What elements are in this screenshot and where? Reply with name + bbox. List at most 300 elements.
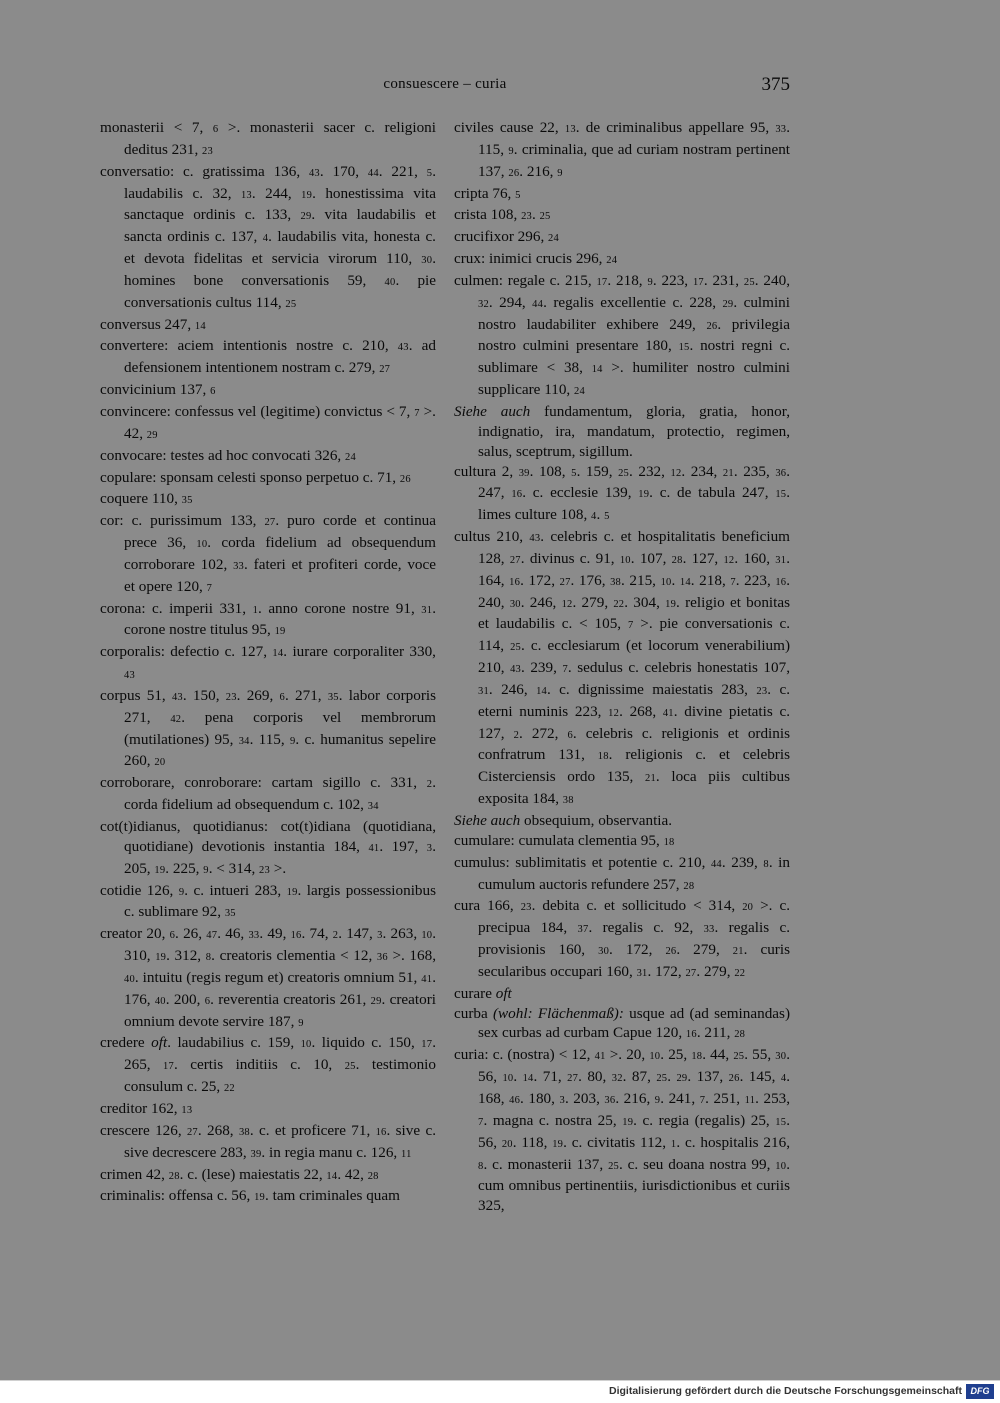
line-number: 43 (529, 533, 541, 545)
line-number: 16 (509, 576, 521, 588)
entry-text: . pie conversationis cultus 114, (124, 271, 436, 311)
entry-text: . 304, (624, 593, 666, 611)
line-number: 30 (598, 946, 610, 958)
line-number: 9 (654, 1094, 661, 1106)
entry-text: . regalis excellentie c. 228, (543, 293, 723, 311)
entry-text: . 268, (197, 1121, 239, 1139)
line-number: 7 (699, 1094, 706, 1106)
entry-text: . 246, (520, 593, 562, 611)
entry-text: . 241, (660, 1089, 700, 1107)
entry-text: . 225, (165, 859, 204, 877)
entry-text: . 46, (217, 925, 249, 943)
entry-text: . cum omnibus pertinentiis, iurisdictionibus et curiis 325, (478, 1155, 790, 1215)
entry-text: civiles cause 22, (454, 119, 565, 136)
line-number: 17 (596, 276, 608, 288)
line-number: 18 (663, 836, 675, 848)
index-entry (454, 205, 790, 227)
line-number: 7 (730, 576, 736, 588)
line-number: 14 (591, 364, 603, 376)
line-number: 31 (636, 967, 648, 979)
index-entry (100, 1121, 436, 1165)
line-number: 44 (532, 298, 544, 310)
line-number: 12 (561, 598, 573, 610)
entry-text: . laudabilis c. 32, (124, 162, 437, 202)
line-number: 28 (734, 1029, 746, 1041)
line-number: 19 (254, 1192, 265, 1204)
entry-text: . liquido c. 150, (311, 1034, 422, 1052)
entry-text: . 176, (124, 968, 436, 1008)
entry-text: . anno corone nostre 91, (258, 599, 422, 617)
line-number: 6 (212, 124, 219, 135)
line-number: 38 (562, 795, 574, 807)
entry-text: . magna c. nostra 25, (483, 1111, 623, 1129)
line-number: 41 (662, 707, 674, 719)
line-number: 30 (421, 255, 433, 267)
entry-text: >. (269, 859, 287, 877)
entry-text: . corda fidelium ad obsequendum corroborare 102, (124, 534, 436, 573)
entry-text: . c. intueri 283, (184, 881, 287, 899)
index-entry (454, 402, 790, 462)
entry-text: . 246, (488, 680, 537, 698)
line-number: 25 (285, 298, 297, 310)
line-number: 36 (775, 467, 787, 479)
line-number: 26 (728, 1073, 740, 1085)
entry-text: . < 314, (208, 859, 260, 877)
line-number: 34 (238, 735, 250, 747)
index-entry (100, 686, 436, 773)
entry-text: >. c. precipua 184, (478, 897, 791, 937)
entry-text: . (667, 1068, 677, 1086)
entry-text: curba (454, 1004, 493, 1022)
index-entry (100, 380, 436, 402)
line-number: 29 (722, 298, 734, 310)
entry-text: . c. dignissime maiestatis 283, (546, 680, 757, 698)
line-number: 27 (264, 517, 276, 529)
index-entry (454, 896, 790, 983)
left-column (100, 118, 436, 1208)
entry-text: cumulare: cumulata clementia 95, (454, 831, 664, 849)
line-number: 26 (665, 946, 677, 958)
entry-text: . laudabilius c. 159, (167, 1034, 301, 1052)
entry-text: . c. eterni numinis 223, (478, 680, 791, 720)
line-number: 11 (744, 1094, 756, 1106)
line-number: 12 (608, 707, 620, 719)
entry-text: . 150, (182, 686, 226, 704)
line-number: 35 (181, 495, 193, 507)
line-number: 33 (248, 930, 260, 942)
index-entry (454, 184, 790, 206)
entry-text: . 197, (379, 837, 427, 855)
line-number: 4 (591, 511, 597, 523)
entry-text: curia: c. (nostra) < 12, (454, 1046, 595, 1064)
line-number: 19 (301, 189, 313, 201)
line-number: 39 (518, 467, 530, 479)
line-number: 9 (289, 735, 296, 747)
line-number: 46 (509, 1094, 521, 1106)
line-number: 19 (155, 952, 167, 964)
page-number: 375 (761, 74, 790, 95)
line-number: 4 (780, 1073, 787, 1085)
entry-text: . sedulus c. celebris honestatis 107, (567, 659, 790, 677)
entry-text: . 216, (519, 162, 558, 180)
index-entry (454, 271, 790, 402)
entry-text: . 211, (696, 1024, 735, 1042)
line-number: 27 (509, 554, 521, 566)
footer-credit: Digitalisierung gefördert durch die Deutsche Forschungsgemeinschaft (609, 1385, 962, 1397)
entry-text: . 240, (754, 271, 791, 289)
entry-text: . 239, (521, 659, 563, 677)
line-number: 20 (501, 1138, 513, 1150)
line-number: 41 (421, 973, 433, 985)
entry-italic: Siehe auch (454, 812, 521, 829)
entry-text: . iurare corporaliter 330, (283, 643, 436, 661)
line-number: 44 (710, 858, 722, 870)
entry-text: . 159, (576, 462, 619, 480)
line-number: 17 (421, 1039, 433, 1051)
entry-text: . 118, (512, 1133, 553, 1151)
line-number: 26 (399, 473, 411, 485)
entry-text: . fateri et profiteri corde, voce et opere 120, (124, 555, 437, 595)
line-number: 14 (272, 648, 284, 660)
index-entry (100, 315, 436, 337)
entry-text: . 310, (124, 925, 437, 965)
entry-text: copulare: sponsam celesti sponso perpetuo c. 71, (100, 468, 400, 486)
line-number: 36 (376, 952, 388, 964)
entry-text: . 145, (739, 1068, 781, 1086)
entry-text: . 203, (564, 1089, 605, 1107)
entry-text: creditor 162, (100, 1099, 182, 1117)
entry-text: . 49, (259, 925, 291, 943)
line-number: 24 (548, 233, 559, 245)
line-number: 33 (703, 924, 715, 936)
entry-text: . loca piis cultibus exposita 184, (478, 768, 790, 808)
entry-text: . 231, (703, 271, 744, 289)
line-number: 6 (279, 691, 285, 703)
entry-text: >. humiliter nostro culmini supplicare 110, (478, 359, 790, 399)
line-number: 33 (233, 560, 245, 572)
entry-text: . 71, (533, 1068, 568, 1086)
line-number: 17 (163, 1061, 174, 1073)
entry-text: . 239, (721, 853, 764, 871)
entry-text: convincere: confessus vel (legitime) convictus < 7, (100, 402, 415, 420)
line-number: 12 (670, 467, 682, 479)
entry-text: . 265, (124, 1034, 436, 1074)
entry-text: . c. seu doana nostra 99, (618, 1155, 776, 1173)
line-number: 24 (574, 386, 585, 398)
index-entry (100, 817, 436, 881)
index-entry (100, 1099, 436, 1121)
entry-text: convertere: aciem intentionis nostre c. 210, (100, 337, 398, 355)
line-number: 10 (619, 554, 631, 566)
entry-text: . limes culture 108, (478, 484, 791, 524)
line-number: 5 (426, 167, 433, 179)
entry-text: . de criminalibus appellare 95, (575, 119, 776, 136)
line-number: 14 (522, 1073, 534, 1085)
line-number: 7 (627, 620, 634, 632)
entry-text: convocare: testes ad hoc convocati 326, (100, 446, 346, 464)
entry-text: crucifixor 296, (454, 228, 549, 246)
index-entry (100, 511, 436, 598)
entry-italic: oft (151, 1034, 168, 1052)
entry-text: . 251, (705, 1089, 745, 1107)
line-number: 26 (508, 167, 520, 179)
entry-text: . 180, (520, 1089, 560, 1107)
index-entry (100, 489, 436, 511)
line-number: 28 (671, 554, 683, 566)
entry-text: . nostri regni c. sublimare < 38, (478, 337, 791, 377)
running-header (100, 74, 790, 98)
entry-text: . c. ecclesie 139, (522, 484, 639, 502)
entry-text: . vita laudabilis et sancta ordinis c. 137, (124, 206, 436, 246)
index-entry (100, 468, 436, 490)
entry-text: cura 166, (454, 897, 521, 915)
line-number: 8 (478, 1160, 484, 1172)
entry-text: . culmini nostro laudabiliter exhibere 249, (478, 293, 790, 333)
entry-text: . 56, (478, 1111, 790, 1151)
line-number: 7 (414, 407, 420, 419)
line-number: 40 (384, 276, 396, 288)
entry-text: . 294, (488, 293, 533, 311)
line-number: 43 (397, 342, 409, 354)
line-number: 14 (326, 1170, 338, 1182)
line-number: 2 (513, 729, 520, 741)
index-entry (100, 118, 436, 162)
entry-text: . 115, (478, 119, 791, 158)
entry-text: . ad defensionem intentionem nostram c. 279, (124, 337, 436, 377)
line-number: 19 (154, 864, 166, 876)
entry-text: . c. civitatis 112, (563, 1133, 671, 1151)
line-number: 6 (567, 729, 573, 741)
entry-text: curare (454, 984, 496, 1002)
line-number: 16 (775, 576, 787, 588)
entry-text: . c. monasterii 137, (483, 1155, 609, 1173)
line-number: 43 (124, 670, 135, 682)
line-number: 43 (308, 167, 320, 179)
line-number: 9 (203, 864, 209, 876)
entry-text: conversus 247, (100, 315, 195, 333)
line-number: 25 (344, 1061, 356, 1073)
line-number: 40 (124, 973, 135, 985)
line-number: 28 (683, 880, 695, 892)
entry-text: . 240, (478, 571, 791, 611)
index-entry (454, 227, 790, 249)
entry-text: . c. regia (regalis) 25, (633, 1111, 776, 1129)
line-number: 19 (638, 489, 650, 501)
line-number: 5 (571, 467, 577, 479)
entry-text: . corda fidelium ad obsequendum c. 102, (124, 774, 436, 814)
entry-text: . laudabilis vita, honesta c. et devota fidelitas et servicia virorum 110, (124, 228, 436, 268)
entry-text: . celebris c. et hospitalitatis beneficium 128, (478, 528, 790, 567)
line-number: 9 (178, 886, 185, 898)
entry-text: . 164, (478, 549, 790, 589)
line-number: 25 (733, 1051, 745, 1063)
line-number: 6 (210, 386, 216, 398)
entry-text: . sive c. sive decrescere 283, (124, 1121, 436, 1161)
entry-text: cultus 210, (454, 528, 530, 546)
line-number: 18 (691, 1051, 703, 1063)
index-entry (100, 162, 436, 315)
entry-text: . 176, (570, 571, 611, 589)
entry-text: . puro corde et continua prece 36, (124, 512, 437, 552)
line-number: 24 (606, 255, 618, 267)
line-number: 16 (511, 489, 523, 501)
index-entry (100, 336, 436, 380)
index-entry (454, 462, 790, 528)
entry-text: . 279, (676, 941, 733, 959)
entry-text: cumulus: sublimitatis et potentie c. 210, (454, 853, 711, 871)
line-number: 14 (194, 320, 206, 332)
entry-text: crimen 42, (100, 1165, 169, 1183)
entry-text: . c. (lese) maiestatis 22, (179, 1165, 327, 1183)
line-number: 17 (692, 276, 704, 288)
line-number: 7 (562, 664, 568, 676)
line-number: 13 (240, 189, 252, 201)
line-number: 23 (225, 691, 237, 703)
line-number: 10 (502, 1073, 514, 1085)
line-number: 8 (763, 858, 769, 870)
entry-text: . corone nostre titulus 95, (124, 599, 436, 639)
entry-text: . 234, (681, 462, 723, 480)
line-number: 27 (685, 967, 697, 979)
index-entry (454, 249, 790, 271)
entry-text: . regalis c. 92, (588, 919, 704, 937)
entry-text: . intuitu (regis regum et) creatoris omnium 51, (134, 968, 422, 986)
line-number: 35 (224, 908, 236, 920)
entry-text: crux: inimici crucis 296, (454, 250, 607, 268)
entry-text: corpus 51, (100, 686, 172, 704)
entry-text: . 272, (519, 724, 568, 742)
line-number: 43 (171, 691, 183, 703)
entry-text: . 223, (652, 271, 693, 289)
line-number: 14 (679, 576, 691, 588)
index-entry (100, 881, 436, 925)
entry-text: . c. et proficere 71, (249, 1121, 376, 1139)
entry-text: . testimonio consulum c. 25, (124, 1056, 436, 1096)
line-number: 22 (734, 967, 746, 979)
entry-italic: Siehe auch (454, 402, 531, 420)
line-number: 28 (367, 1170, 379, 1182)
line-number: 41 (594, 1051, 606, 1063)
entry-text: . (531, 206, 540, 224)
entry-text: . 26, (175, 925, 207, 943)
line-number: 19 (622, 1116, 634, 1128)
entry-text: . 247, (478, 462, 791, 502)
line-number: 32 (478, 298, 489, 310)
entry-text: . regalis c. provisionis 160, (478, 919, 790, 959)
entry-text: . c. ecclesiarum (et locorum venerabilium) 210, (478, 637, 791, 677)
line-number: 27 (567, 1073, 579, 1085)
entry-text: . 215, (621, 571, 661, 589)
entry-text: . 244, (251, 184, 302, 202)
line-number: 29 (300, 211, 312, 223)
entry-text: . (596, 506, 605, 524)
entry-text: . creatori omnium devote servire 187, (124, 990, 436, 1030)
entry-text: . 170, (319, 162, 368, 180)
line-number: 19 (286, 886, 298, 898)
line-number: 1 (670, 1138, 677, 1150)
entry-text: . privilegia nostro culmini presentare 180, (478, 315, 790, 355)
entry-text: . c. hospitalis 216, (676, 1133, 791, 1151)
entry-text: culmen: regale c. 215, (454, 271, 597, 289)
dfg-logo: DFG (966, 1384, 994, 1399)
entry-text: . tam criminales quam (265, 1187, 400, 1205)
entry-text: . 25, (660, 1046, 692, 1064)
entry-text: conversatio: c. gratissima 136, (100, 162, 309, 180)
entry-text: cor: c. purissimum 133, (100, 512, 265, 530)
entry-text: . divinus c. 91, (520, 549, 620, 567)
line-number: 18 (597, 751, 609, 763)
line-number: 25 (656, 1073, 668, 1085)
entry-text: >. 20, (605, 1046, 650, 1064)
index-entry (100, 773, 436, 817)
line-number: 9 (557, 167, 563, 179)
entry-text: obsequium, observantia. (520, 812, 673, 829)
line-number: 25 (608, 1160, 619, 1172)
entry-text: crista 108, (454, 206, 522, 224)
line-number: 13 (564, 124, 576, 135)
line-number: 22 (613, 598, 625, 610)
line-number: 41 (368, 842, 380, 854)
line-number: 40 (154, 995, 166, 1007)
line-number: 31 (775, 554, 787, 566)
line-number: 13 (181, 1104, 193, 1116)
line-number: 5 (604, 511, 610, 523)
index-entry (100, 642, 436, 686)
line-number: 9 (298, 1017, 304, 1029)
line-number: 38 (610, 576, 622, 588)
index-entry (100, 402, 436, 446)
entry-text: crescere 126, (100, 1121, 187, 1139)
entry-text: . 232, (628, 462, 671, 480)
line-number: 14 (536, 685, 547, 697)
entry-text: . 172, (647, 962, 686, 980)
entry-text: . 168, (478, 1068, 791, 1107)
entry-text: . debita c. et sollicitudo < 314, (531, 897, 743, 915)
line-number: 19 (552, 1138, 564, 1150)
line-number: 31 (421, 604, 433, 616)
entry-text: cotidie 126, (100, 881, 179, 899)
index-entry (454, 527, 790, 811)
entry-text: . 312, (166, 947, 206, 965)
line-number: 2 (332, 930, 339, 942)
entry-text: credere (100, 1034, 152, 1052)
entry-text: . 107, (630, 549, 672, 567)
index-entry (100, 1033, 436, 1099)
entry-text: . 218, (607, 271, 648, 289)
entry-text: . 115, (249, 730, 290, 748)
entry-text: >. 168, (387, 947, 436, 965)
line-number: 10 (775, 1160, 787, 1172)
line-number: 15 (775, 1116, 787, 1128)
line-number: 44 (367, 167, 379, 179)
entry-text: >. 42, (124, 402, 436, 442)
line-number: 9 (647, 276, 653, 288)
line-number: 23 (520, 902, 532, 914)
entry-text: . homines bone conversationis 59, (124, 250, 436, 289)
entry-text: . c. humanitus sepelire 260, (124, 730, 436, 770)
line-number: 25 (510, 642, 521, 654)
index-entry (454, 1004, 790, 1046)
entry-text: . 271, (284, 686, 328, 704)
entry-text: . (671, 571, 680, 589)
entry-text: . 253, (755, 1089, 791, 1107)
entry-text: corroborare, conroborare: cartam sigillo c. 331, (100, 774, 427, 792)
entry-text: . 127, (682, 549, 724, 567)
line-number: 10 (660, 576, 672, 588)
index-entry (100, 924, 436, 1033)
entry-text: . 55, (744, 1046, 776, 1064)
line-number: 8 (205, 952, 212, 964)
